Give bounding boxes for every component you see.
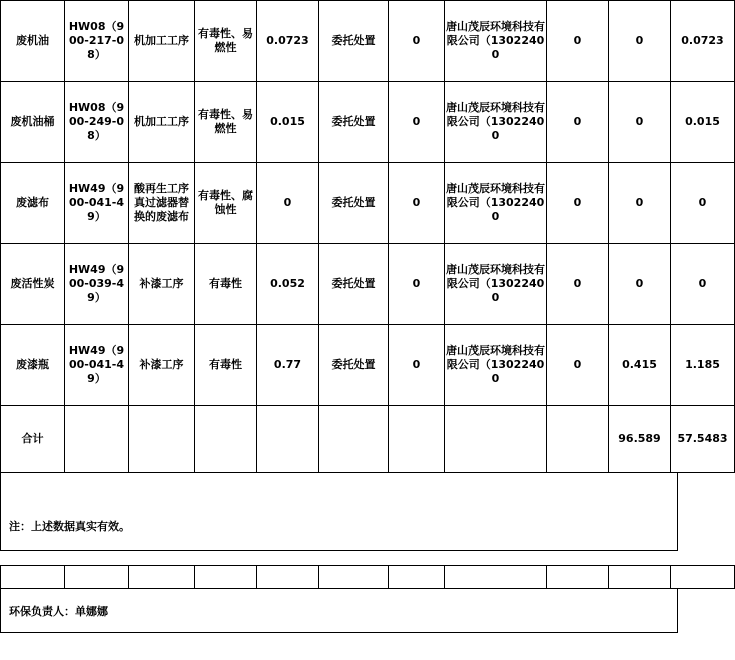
cell-entrusted-unit: 唐山茂辰环境科技有限公司（13022400	[445, 244, 547, 325]
cell-storage: 0	[609, 1, 671, 82]
cell-total-code	[65, 406, 129, 473]
cell-self-disposal: 0	[389, 244, 445, 325]
cell-entrusted-unit: 唐山茂辰环境科技有限公司（13022400	[445, 325, 547, 406]
footer-cell	[671, 566, 735, 589]
cell-disposal: 0	[671, 163, 735, 244]
cell-hazard: 有毒性	[195, 244, 257, 325]
cell-self-disposal: 0	[389, 1, 445, 82]
cell-storage: 0	[609, 163, 671, 244]
cell-total-self-disposal	[389, 406, 445, 473]
cell-waste-name: 废漆瓶	[1, 325, 65, 406]
table-row	[1, 244, 735, 325]
cell-process: 机加工工序	[129, 82, 195, 163]
cell-process: 酸再生工序真过滤器替换的废滤布	[129, 163, 195, 244]
footer-cell	[609, 566, 671, 589]
cell-entrusted-unit: 唐山茂辰环境科技有限公司（13022400	[445, 163, 547, 244]
cell-total-utilization	[547, 406, 609, 473]
spacer-band	[0, 551, 678, 565]
table-row	[1, 325, 735, 406]
footer-cell	[65, 566, 129, 589]
cell-disposal: 0	[671, 244, 735, 325]
footer-cell	[445, 566, 547, 589]
cell-disposal: 0.015	[671, 82, 735, 163]
cell-hazard: 有毒性、易燃性	[195, 1, 257, 82]
cell-total-label: 合计	[1, 406, 65, 473]
cell-self-disposal: 0	[389, 163, 445, 244]
cell-total-disposal: 57.5483	[671, 406, 735, 473]
table-row	[1, 82, 735, 163]
cell-total-process	[129, 406, 195, 473]
cell-disposal: 1.185	[671, 325, 735, 406]
cell-total-method	[319, 406, 389, 473]
cell-amount: 0.015	[257, 82, 319, 163]
table-row	[1, 163, 735, 244]
cell-total-entrusted-unit	[445, 406, 547, 473]
cell-amount: 0.77	[257, 325, 319, 406]
cell-entrusted-unit: 唐山茂辰环境科技有限公司（13022400	[445, 82, 547, 163]
cell-method: 委托处置	[319, 325, 389, 406]
cell-method: 委托处置	[319, 163, 389, 244]
cell-method: 委托处置	[319, 82, 389, 163]
cell-disposal: 0.0723	[671, 1, 735, 82]
cell-waste-name: 废滤布	[1, 163, 65, 244]
footer-cell	[547, 566, 609, 589]
footer-cell	[195, 566, 257, 589]
cell-utilization: 0	[547, 163, 609, 244]
cell-entrusted-unit: 唐山茂辰环境科技有限公司（13022400	[445, 1, 547, 82]
cell-waste-name: 废机油桶	[1, 82, 65, 163]
footer-cell	[129, 566, 195, 589]
cell-utilization: 0	[547, 244, 609, 325]
note-band	[0, 473, 678, 551]
cell-utilization: 0	[547, 325, 609, 406]
footer-cell	[389, 566, 445, 589]
cell-method: 委托处置	[319, 1, 389, 82]
table-total-row	[1, 406, 735, 473]
cell-process: 补漆工序	[129, 325, 195, 406]
footer-empty-row	[1, 566, 735, 589]
note-text: 注：上述数据真实有效。	[9, 520, 130, 533]
cell-amount: 0.052	[257, 244, 319, 325]
cell-waste-code: HW49（900-039-49）	[65, 244, 129, 325]
cell-hazard: 有毒性、腐蚀性	[195, 163, 257, 244]
cell-hazard: 有毒性	[195, 325, 257, 406]
cell-total-storage: 96.589	[609, 406, 671, 473]
cell-amount: 0	[257, 163, 319, 244]
cell-waste-name: 废活性炭	[1, 244, 65, 325]
cell-waste-code: HW49（900-041-49）	[65, 325, 129, 406]
cell-storage: 0	[609, 244, 671, 325]
cell-amount: 0.0723	[257, 1, 319, 82]
cell-utilization: 0	[547, 82, 609, 163]
footer-cell	[257, 566, 319, 589]
cell-waste-code: HW08（900-217-08）	[65, 1, 129, 82]
table-row	[1, 1, 735, 82]
footer-grid-row	[0, 565, 735, 589]
cell-process: 补漆工序	[129, 244, 195, 325]
cell-self-disposal: 0	[389, 82, 445, 163]
cell-total-amount	[257, 406, 319, 473]
signature-band	[0, 589, 678, 633]
cell-process: 机加工工序	[129, 1, 195, 82]
footer-cell	[319, 566, 389, 589]
cell-storage: 0.415	[609, 325, 671, 406]
cell-total-hazard	[195, 406, 257, 473]
cell-waste-code: HW49（900-041-49）	[65, 163, 129, 244]
cell-waste-name: 废机油	[1, 1, 65, 82]
cell-waste-code: HW08（900-249-08）	[65, 82, 129, 163]
footer-cell	[1, 566, 65, 589]
cell-hazard: 有毒性、易燃性	[195, 82, 257, 163]
cell-utilization: 0	[547, 1, 609, 82]
cell-self-disposal: 0	[389, 325, 445, 406]
cell-storage: 0	[609, 82, 671, 163]
signature-text: 环保负责人：单娜娜	[9, 605, 108, 618]
cell-method: 委托处置	[319, 244, 389, 325]
